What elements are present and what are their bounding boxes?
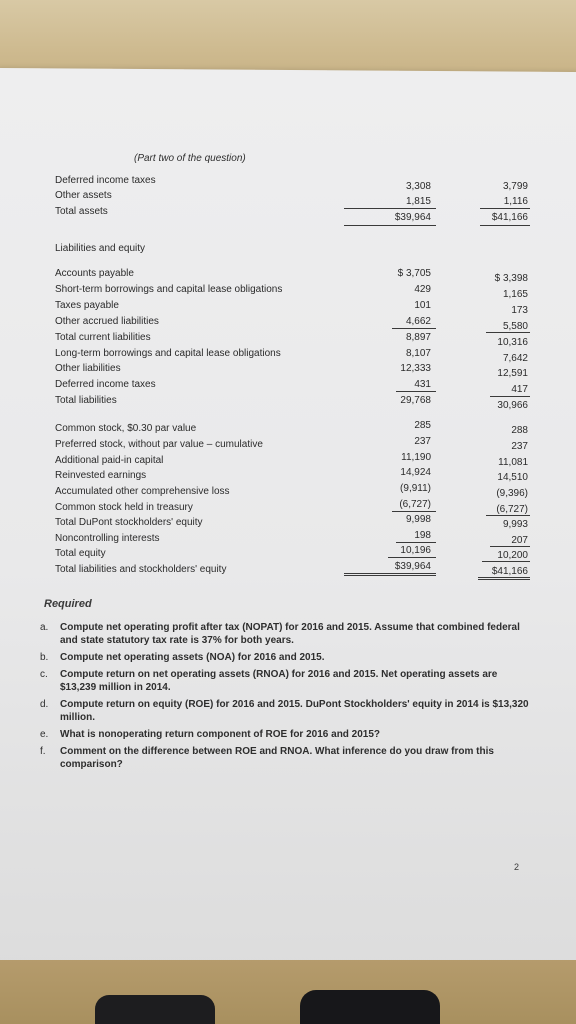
value-2015: 288: [511, 425, 528, 436]
desk-background-bottom: [0, 960, 576, 1024]
row-label: Other liabilities: [55, 363, 121, 374]
double-underline: [344, 575, 436, 576]
underline: [344, 208, 436, 209]
value-2016: (9,911): [400, 483, 431, 494]
row-label: Common stock, $0.30 par value: [55, 423, 197, 434]
value-2016: 14,924: [400, 467, 431, 478]
underline: [392, 328, 436, 329]
value-2015: 173: [511, 305, 528, 316]
value-2016: 12,333: [400, 363, 431, 374]
value-2015: 11,081: [498, 457, 528, 468]
row-label: Long-term borrowings and capital lease obligations: [55, 348, 281, 359]
double-underline: [480, 225, 530, 226]
value-2016: (6,727): [399, 499, 431, 510]
liabilities-heading: Liabilities and equity: [55, 243, 146, 254]
row-label: Total current liabilities: [55, 332, 151, 343]
underline: [486, 515, 530, 516]
value-2016: 29,768: [400, 395, 431, 406]
value-2015: 10,200: [497, 550, 528, 561]
table-row: [0, 284, 576, 298]
question-text: Comment on the difference between ROE and RNOA. What inference do you draw from this comparison?: [60, 746, 494, 770]
shoe-right: [300, 990, 440, 1024]
value-2015: 30,966: [497, 400, 528, 411]
underline: [396, 391, 436, 392]
value-2015: 9,993: [502, 519, 528, 530]
part-note: (Part two of the question): [134, 153, 246, 164]
value-2016: $39,964: [394, 561, 431, 572]
table-row: [0, 300, 576, 314]
page-number: 2: [514, 862, 520, 872]
value-2015: 10,316: [497, 337, 528, 348]
value-2016: 8,107: [405, 348, 431, 359]
value-2016: $39,964: [394, 212, 431, 223]
table-row: [0, 514, 576, 531]
value-2015: 1,165: [502, 289, 528, 300]
question-text: Compute return on net operating assets (RNOA) for 2016 and 2015. Net operating assets are $13,239 million in 2014.: [60, 669, 498, 693]
value-2015: 14,510: [497, 472, 528, 483]
table-row: [0, 483, 576, 500]
value-2016: 8,897: [405, 332, 431, 343]
row-label: Other assets: [55, 190, 112, 201]
row-label: Total assets: [55, 206, 108, 217]
table-row: [0, 530, 576, 547]
question-letter: b.: [40, 652, 49, 663]
value-2016: 285: [414, 420, 431, 431]
question-text: Compute net operating profit after tax (NOPAT) for 2016 and 2015. Assume that combined federal and state statutory tax rate is 37% for both years.: [60, 622, 520, 646]
row-label: Total equity: [55, 548, 106, 559]
table-row: [0, 499, 576, 516]
value-2016: $ 3,705: [397, 268, 431, 279]
row-label: Deferred income taxes: [55, 175, 156, 186]
row-label: Reinvested earnings: [55, 470, 147, 481]
value-2015: (9,396): [496, 488, 528, 499]
table-row: [0, 420, 576, 437]
underline: [396, 542, 436, 543]
value-2016: 198: [414, 530, 431, 541]
value-2016: 1,815: [405, 196, 431, 207]
value-2015: 3,799: [502, 181, 528, 192]
row-label: Short-term borrowings and capital lease obligations: [55, 284, 283, 295]
row-label: Taxes payable: [55, 300, 119, 311]
shoe-left: [95, 995, 215, 1024]
value-2016: 431: [414, 379, 431, 390]
table-row: [0, 379, 576, 393]
row-label: Total liabilities and stockholders' equity: [55, 564, 227, 575]
row-label: Total liabilities: [55, 395, 117, 406]
value-2015: 207: [511, 535, 528, 546]
value-2016: 4,662: [405, 316, 431, 327]
underline: [480, 208, 530, 209]
underline: [482, 561, 530, 562]
row-label: Preferred stock, without par value – cumulative: [55, 439, 263, 450]
question-letter: d.: [40, 699, 49, 710]
table-row: [0, 452, 576, 469]
row-label: Deferred income taxes: [55, 379, 156, 390]
value-2015: 417: [511, 384, 528, 395]
value-2015: 5,580: [502, 321, 528, 332]
question-letter: e.: [40, 729, 49, 740]
row-label: Other accrued liabilities: [55, 316, 159, 327]
value-2016: 10,196: [400, 545, 431, 556]
table-row: [0, 545, 576, 562]
value-2015: 7,642: [502, 353, 528, 364]
row-label: Common stock held in treasury: [55, 502, 193, 513]
underline: [388, 557, 436, 558]
value-2015: $ 3,398: [494, 273, 528, 284]
double-underline: [478, 577, 530, 578]
table-row: [0, 212, 576, 226]
question-letter: a.: [40, 622, 49, 633]
question-letter: c.: [40, 669, 48, 680]
double-underline: [344, 225, 436, 226]
value-2016: 3,308: [405, 181, 431, 192]
table-row: [0, 268, 576, 282]
row-label: Total DuPont stockholders' equity: [55, 517, 203, 528]
table-row: [0, 316, 576, 330]
question-text: Compute net operating assets (NOA) for 2016 and 2015.: [60, 652, 325, 663]
question-letter: f.: [40, 746, 46, 757]
table-row: [0, 467, 576, 484]
row-label: Accounts payable: [55, 268, 134, 279]
value-2016: 101: [414, 300, 431, 311]
table-row: [0, 332, 576, 346]
value-2015: $41,166: [491, 566, 528, 577]
value-2016: 429: [414, 284, 431, 295]
value-2015: $41,166: [491, 212, 528, 223]
question-text: Compute return on equity (ROE) for 2016 and 2015. DuPont Stockholders' equity in 2014 is $13,320 million.: [60, 699, 529, 723]
value-2015: (6,727): [496, 504, 528, 515]
value-2015: 12,591: [497, 368, 528, 379]
table-row: [0, 348, 576, 362]
value-2016: 237: [414, 436, 431, 447]
double-underline: [344, 573, 436, 574]
required-heading: Required: [44, 598, 92, 610]
value-2015: 1,116: [503, 196, 528, 207]
double-underline: [478, 579, 530, 580]
table-row: [0, 436, 576, 453]
underline: [490, 546, 530, 547]
table-row: [0, 561, 576, 578]
table-row: [0, 363, 576, 377]
row-label: Noncontrolling interests: [55, 533, 160, 544]
underline: [392, 511, 436, 512]
row-label: Accumulated other comprehensive loss: [55, 486, 230, 497]
value-2016: 9,998: [405, 514, 431, 525]
question-text: What is nonoperating return component of ROE for 2016 and 2015?: [60, 729, 381, 740]
value-2016: 11,190: [401, 452, 431, 463]
row-label: Additional paid-in capital: [55, 455, 164, 466]
table-row: [0, 395, 576, 409]
value-2015: 237: [511, 441, 528, 452]
